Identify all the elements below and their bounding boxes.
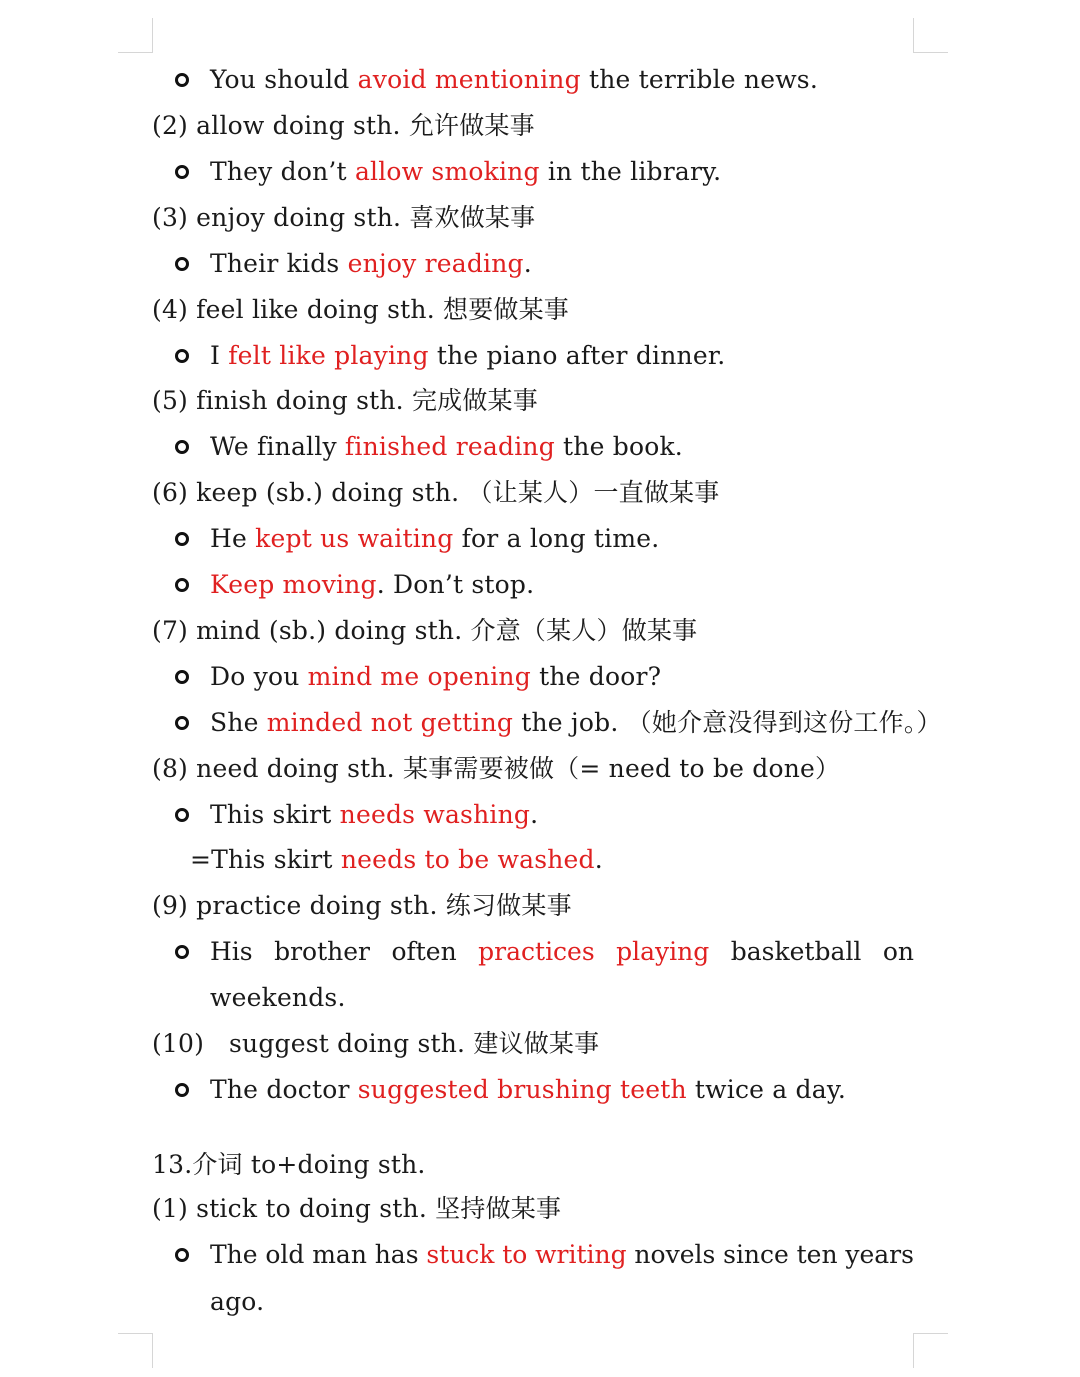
example-mind-1: Do you mind me opening the door? <box>210 662 662 691</box>
heading-need: (8) need doing sth. 某事需要被做（= need to be done） <box>152 754 841 783</box>
page-corner-mark-top-left <box>118 18 153 53</box>
heading-stick-to: (1) stick to doing sth. 坚持做某事 <box>152 1194 562 1223</box>
example-practice-continued: weekends. <box>210 983 346 1012</box>
bullet-icon <box>175 1248 189 1262</box>
heading-allow: (2) allow doing sth. 允许做某事 <box>152 111 535 140</box>
heading-finish: (5) finish doing sth. 完成做某事 <box>152 386 538 415</box>
page-corner-mark-bottom-left <box>118 1333 153 1368</box>
heading-enjoy: (3) enjoy doing sth. 喜欢做某事 <box>152 203 536 232</box>
bullet-icon <box>175 945 189 959</box>
page-corner-mark-top-right <box>913 18 948 53</box>
bullet-icon <box>175 532 189 546</box>
bullet-icon <box>175 670 189 684</box>
section-heading-13: 13.介词 to+doing sth. <box>152 1150 426 1179</box>
heading-keep: (6) keep (sb.) doing sth. （让某人）一直做某事 <box>152 478 720 507</box>
example-need-2: =This skirt needs to be washed. <box>190 845 603 874</box>
example-suggest: The doctor suggested brushing teeth twice a day. <box>210 1075 847 1104</box>
example-avoid: You should avoid mentioning the terrible news. <box>210 65 818 94</box>
heading-practice: (9) practice doing sth. 练习做某事 <box>152 891 572 920</box>
bullet-icon <box>175 349 189 363</box>
heading-mind: (7) mind (sb.) doing sth. 介意（某人）做某事 <box>152 616 698 645</box>
bullet-icon <box>175 716 189 730</box>
bullet-icon <box>175 73 189 87</box>
example-feel-like: I felt like playing the piano after dinner. <box>210 341 726 370</box>
example-keep-1: He kept us waiting for a long time. <box>210 524 660 553</box>
example-allow: They don’t allow smoking in the library. <box>210 157 722 186</box>
bullet-icon <box>175 1083 189 1097</box>
example-enjoy: Their kids enjoy reading. <box>210 249 532 278</box>
example-need-1: This skirt needs washing. <box>210 800 539 829</box>
example-stick-to: The old man has stuck to writing novels since ten years <box>210 1240 914 1269</box>
example-finish: We finally finished reading the book. <box>210 432 683 461</box>
bullet-icon <box>175 257 189 271</box>
heading-suggest: (10) suggest doing sth. 建议做某事 <box>152 1029 600 1058</box>
example-practice: His brother often practices playing basketball on <box>210 937 914 966</box>
example-keep-2: Keep moving. Don’t stop. <box>210 570 535 599</box>
bullet-icon <box>175 165 189 179</box>
page-corner-mark-bottom-right <box>913 1333 948 1368</box>
example-mind-2: She minded not getting the job. （她介意没得到这份工作。） <box>210 708 942 737</box>
heading-feel-like: (4) feel like doing sth. 想要做某事 <box>152 295 569 324</box>
bullet-icon <box>175 440 189 454</box>
example-stick-to-continued: ago. <box>210 1287 265 1316</box>
bullet-icon <box>175 808 189 822</box>
bullet-icon <box>175 578 189 592</box>
